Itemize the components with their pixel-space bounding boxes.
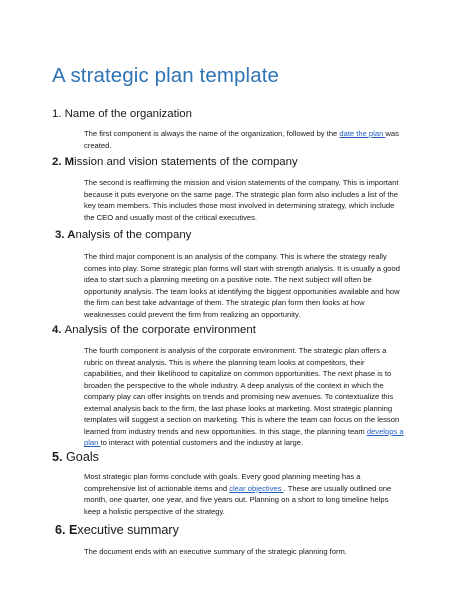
body-line: comes into play. Some strategic plan forms will start with strength analysis. It is usually a good: [84, 263, 400, 273]
body-line: [84, 483, 424, 495]
date-the-plan-link[interactable]: date the plan: [339, 129, 386, 138]
section-heading-1: 1. Name of the organization: [52, 108, 192, 120]
body-line: Most strategic plan forms conclude with goals. Every good planning meeting has a: [84, 472, 361, 481]
section-body-1: [84, 128, 424, 151]
heading-initial: E: [69, 523, 78, 537]
body-line: idea to start such a planning meeting on a positive note. The next subject will often be: [84, 275, 372, 285]
body-line: capabilities, and their likelihood to capitalize on common opportunities. The next phase is to: [84, 369, 392, 379]
body-line: key team members. This includes those most involved in determining strategy, which include: [84, 201, 395, 211]
heading-initial: M: [64, 156, 75, 168]
section-heading-3: [55, 229, 191, 241]
body-line: [84, 437, 424, 449]
body-line: the CEO and usually most of the critical executives.: [84, 212, 258, 222]
section-heading-2: [52, 156, 298, 168]
body-line: templates will suggest a section on marketing. This is where the team can focus on the lesson: [84, 415, 400, 425]
body-line: the firm can best take advantage of them. The strategic plan form then looks at how: [84, 298, 365, 308]
body-line: opportunity analysis. The team looks at identifying the biggest opportunities available and how: [84, 286, 400, 296]
body-line: The document ends with an executive summary of the strategic planning form.: [84, 547, 347, 556]
body-line: rubric on threat analysis. This is where the planning team looks at competitors, their: [84, 357, 365, 367]
body-line: [84, 128, 424, 140]
text-run: . These are usually outlined one: [283, 483, 392, 493]
text-run: learned from industry trends and new opportunities. In this stage, the planning team: [84, 426, 367, 436]
section-body-2: [84, 177, 424, 223]
text-run: comprehensive list of actionable items and: [84, 483, 230, 493]
heading-text: xecutive summary: [77, 523, 179, 537]
section-body-5: [84, 471, 424, 517]
body-line: The fourth component is analysis of the corporate environment. The strategic plan offers a: [84, 346, 387, 355]
heading-text: nalysis of the company: [75, 229, 192, 241]
body-line: created.: [84, 140, 112, 150]
body-line: The third major component is an analysis of the company. This is where the strategy really: [84, 252, 387, 261]
body-line: company play can offer insights on trends and promising new avenues. To contextualize this: [84, 392, 394, 402]
heading-text: Analysis of the corporate environment: [64, 324, 256, 336]
develops-a-plan-link-cont[interactable]: plan: [84, 438, 101, 448]
section-heading-6: [55, 523, 179, 537]
heading-number: 3.: [55, 229, 68, 241]
body-line: The second is reaffirming the mission and vision statements of the company. This is important: [84, 178, 399, 187]
heading-text: Goals: [66, 450, 99, 464]
section-body-3: [84, 251, 424, 320]
body-line: broaden the perspective to the whole industry. A deep analysis of the context in which the: [84, 380, 384, 390]
develops-a-plan-link[interactable]: develops a: [366, 426, 404, 436]
heading-number: 6.: [55, 523, 70, 537]
heading-number: 2.: [52, 156, 65, 168]
heading-initial: A: [67, 229, 76, 241]
page-title: A strategic plan template: [52, 64, 279, 87]
text-run: to interact with potential customers and the industry at large.: [100, 438, 304, 448]
section-body-6: [84, 546, 424, 558]
clear-objectives-link[interactable]: clear objectives: [229, 483, 284, 493]
section-body-4: [84, 345, 424, 449]
body-line: because it puts everyone on the same page. The strategic plan form also includes a list of the: [84, 189, 398, 199]
body-line: external analysis back to the firm, the last phase looks at marketing. Most strategic planning: [84, 403, 393, 413]
body-line: keep a holistic perspective of the strategy.: [84, 506, 225, 516]
heading-number: 5.: [52, 450, 67, 464]
body-line: month, one quarter, one year, and five years out. Planning on a short to long timeline helps: [84, 495, 389, 505]
section-heading-5: [52, 450, 99, 464]
heading-text: ission and vision statements of the company: [74, 156, 298, 168]
body-line: [84, 426, 424, 438]
section-heading-4: [52, 324, 256, 336]
text-run: The first component is always the name of the organization, followed by the: [84, 129, 340, 138]
body-line: weaknesses could prevent the firm from realizing an opportunity.: [84, 309, 301, 319]
text-run: was: [385, 129, 399, 138]
heading-number: 4.: [52, 324, 65, 336]
